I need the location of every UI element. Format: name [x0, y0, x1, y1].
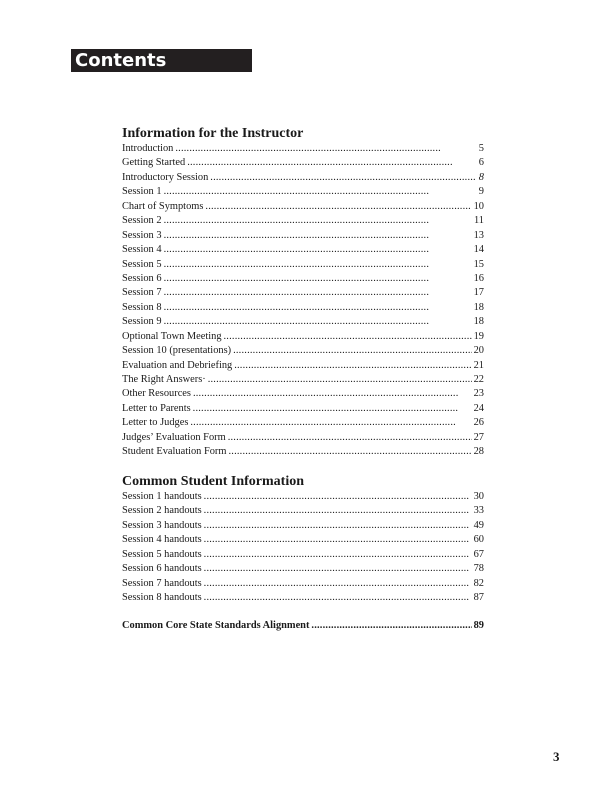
toc-entry-page: 60 [473, 534, 484, 546]
toc-entry[interactable] [122, 229, 484, 243]
toc-leader-dots [224, 330, 472, 344]
toc-entry-label: Session 4 [122, 244, 162, 256]
toc-entry-page: 22 [473, 374, 484, 385]
toc-entry-label: Session 1 [122, 186, 162, 198]
toc-leader-dots [190, 416, 471, 430]
toc-leader-dots [205, 200, 471, 214]
toc-leader-dots [164, 301, 472, 315]
toc-entry-page: 19 [473, 330, 484, 342]
toc-entry-page: 78 [473, 563, 484, 575]
toc-entry-page: 49 [473, 519, 484, 531]
toc-entry-page: 18 [473, 301, 484, 313]
toc-entry-label: Session 9 [122, 316, 162, 328]
toc-entry[interactable] [122, 243, 484, 257]
toc-entry-label: Session 5 handouts [122, 548, 202, 560]
toc-leader-dots [164, 315, 472, 329]
toc-entry-label: Optional Town Meeting [122, 330, 222, 342]
toc-leader-dots [208, 373, 472, 387]
toc-entry-page: 33 [473, 505, 484, 517]
toc-entry-label: Session 7 [122, 287, 162, 299]
toc-entry[interactable] [122, 272, 484, 286]
toc-entry[interactable] [122, 490, 484, 504]
toc-entry-label: Session 6 [122, 272, 162, 284]
toc-entry-label: Common Core State Standards Alignment [122, 620, 310, 631]
toc-entry-page: 11 [473, 215, 484, 227]
section-heading: Information for the Instructor [122, 126, 304, 141]
toc-entry-label: Session 3 [122, 229, 162, 241]
toc-entry-page: 87 [473, 592, 484, 604]
toc-entry[interactable] [122, 562, 484, 576]
toc-entry-page: 17 [473, 287, 484, 299]
toc-entry-label: Session 2 [122, 215, 162, 227]
toc-entry-page: 9 [478, 186, 484, 198]
toc-entry-page: 8 [478, 171, 484, 183]
toc-leader-dots [234, 359, 471, 373]
section-heading: Common Student Information [122, 474, 305, 489]
toc-entry-page: 24 [473, 402, 484, 414]
toc-entry[interactable] [122, 416, 484, 430]
toc-leader-dots [164, 258, 472, 272]
toc-leader-dots [204, 591, 472, 605]
toc-entry-label: The Right Answers· [122, 374, 206, 385]
toc-entry[interactable] [122, 258, 484, 272]
toc-entry-label: Session 7 handouts [122, 577, 202, 589]
toc-entry-label: Getting Started [122, 157, 186, 169]
toc-entry-page: 23 [473, 388, 484, 400]
toc-leader-dots [233, 344, 472, 358]
toc-entry-page: 15 [473, 258, 484, 270]
toc-leader-dots [228, 431, 472, 445]
toc-entry-page: 6 [478, 157, 484, 169]
toc-entry-label: Session 4 handouts [122, 534, 202, 546]
toc-section-instructor [122, 125, 484, 460]
toc-leader-dots [204, 490, 472, 504]
toc-entry-label: Other Resources [122, 388, 191, 400]
toc-entry[interactable] [122, 330, 484, 344]
toc-entry[interactable] [122, 156, 484, 170]
toc-leader-dots [164, 286, 472, 300]
toc-entry-page: 14 [473, 244, 484, 256]
toc-leader-dots [311, 619, 471, 633]
toc-leader-dots [210, 171, 477, 185]
toc-leader-dots [193, 402, 472, 416]
toc-entry-page: 67 [473, 548, 484, 560]
toc-leader-dots [164, 185, 477, 199]
toc-leader-dots [164, 272, 472, 286]
toc-entry-label: Judges’ Evaluation Form [122, 431, 226, 443]
toc-entry[interactable] [122, 185, 484, 199]
contents-banner [71, 49, 252, 72]
toc-entry-label: Session 8 [122, 301, 162, 313]
toc-entry[interactable] [122, 533, 484, 547]
toc-entry-page: 18 [473, 316, 484, 328]
toc-entry-label: Session 10 (presentations) [122, 345, 232, 357]
toc-entry-page: 27 [473, 431, 484, 443]
toc-leader-dots [187, 156, 477, 170]
toc-entry[interactable] [122, 519, 484, 533]
toc-entry-page: 5 [478, 143, 484, 154]
toc-entry[interactable] [122, 344, 484, 358]
toc-entry-page: 21 [473, 359, 484, 371]
toc-leader-dots [175, 142, 476, 156]
page-number: 3 [553, 749, 560, 764]
toc-entry[interactable] [122, 619, 484, 633]
toc-entry-page: 20 [473, 345, 484, 357]
toc-entry[interactable] [122, 504, 484, 518]
toc-leader-dots [204, 562, 472, 576]
toc-entry-label: Student Evaluation Form [122, 446, 227, 458]
toc-entry[interactable] [122, 373, 484, 387]
toc-entry-page: 10 [473, 200, 484, 212]
toc-entry[interactable] [122, 315, 484, 329]
toc-entry[interactable] [122, 200, 484, 214]
toc-entry-label: Session 2 handouts [122, 505, 202, 517]
toc-entry-label: Introductory Session [122, 171, 209, 183]
toc-entry[interactable] [122, 548, 484, 562]
toc-leader-dots [228, 445, 471, 459]
toc-entry-label: Letter to Parents [122, 402, 191, 414]
toc-leader-dots [204, 504, 472, 518]
toc-leader-dots [164, 214, 472, 228]
toc-entry[interactable] [122, 359, 484, 373]
toc-entry-page: 82 [473, 577, 484, 589]
toc-entry[interactable] [122, 445, 484, 459]
toc-leader-dots [204, 519, 472, 533]
toc-leader-dots [204, 533, 472, 547]
toc-leader-dots [164, 243, 472, 257]
toc-entry[interactable] [122, 301, 484, 315]
toc-entry-page: 89 [473, 620, 484, 631]
toc-entry-label: Session 3 handouts [122, 519, 202, 531]
contents-title: Contents [75, 50, 167, 71]
toc-entry[interactable] [122, 402, 484, 416]
toc-entry[interactable] [122, 171, 484, 185]
toc-entry[interactable] [122, 214, 484, 228]
toc-entry-label: Session 5 [122, 258, 162, 270]
toc-entry-page: 26 [473, 417, 484, 429]
toc-entry-label: Session 8 handouts [122, 592, 202, 604]
toc-entry-label: Session 6 handouts [122, 563, 202, 575]
toc-entry-label: Chart of Symptoms [122, 200, 204, 212]
toc-entry-label: Letter to Judges [122, 417, 189, 429]
toc-entry-page: 28 [473, 446, 484, 458]
toc-standalone [122, 619, 484, 633]
toc-leader-dots [204, 548, 472, 562]
toc-entry[interactable] [122, 591, 484, 605]
toc-entry-label: Evaluation and Debriefing [122, 359, 233, 371]
toc-entry-page: 13 [473, 229, 484, 241]
toc-leader-dots [193, 387, 472, 401]
toc-entry[interactable] [122, 286, 484, 300]
toc-entry[interactable] [122, 387, 484, 401]
toc-entry[interactable] [122, 577, 484, 591]
toc-leader-dots [164, 229, 472, 243]
toc-entry-label: Session 1 handouts [122, 491, 202, 502]
toc-entry-label: Introduction [122, 143, 174, 154]
toc-leader-dots [204, 577, 472, 591]
toc-entry-page: 16 [473, 272, 484, 284]
toc-section-student [122, 473, 484, 606]
toc-entry[interactable] [122, 431, 484, 445]
toc-entry[interactable] [122, 142, 484, 156]
toc-entry-page: 30 [473, 491, 484, 502]
